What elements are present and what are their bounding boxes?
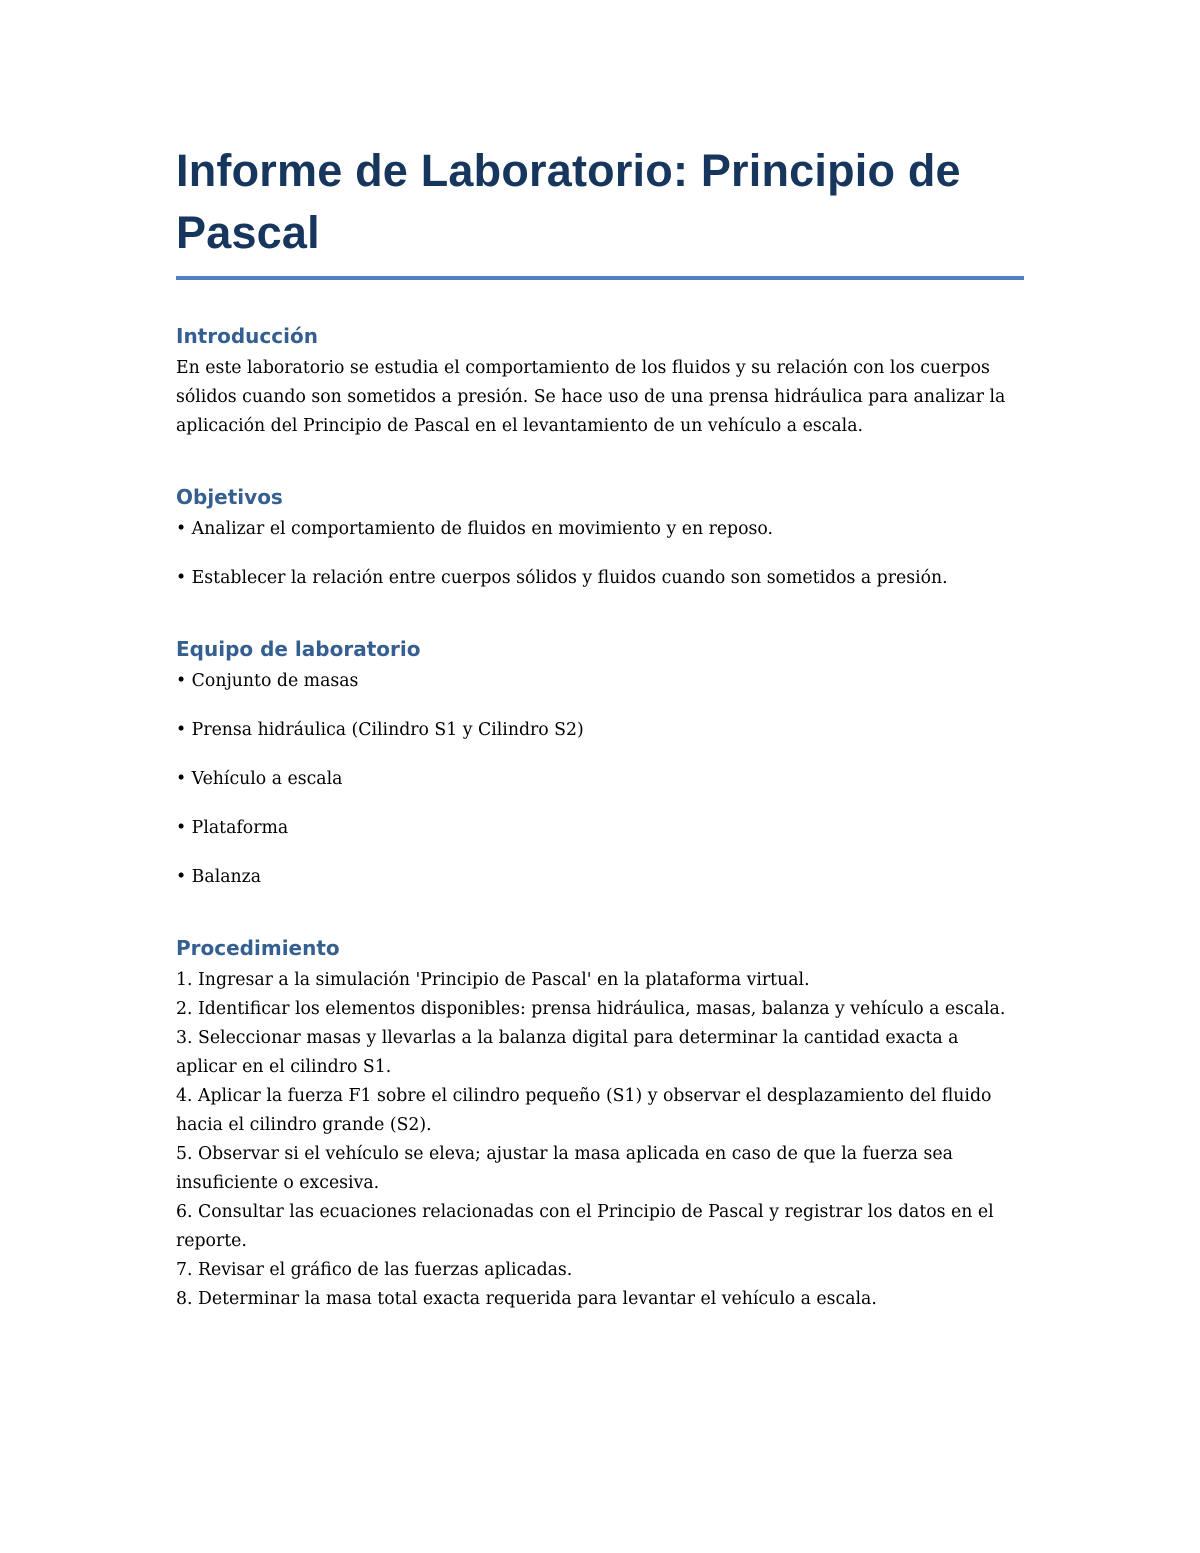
equipo-item: • Prensa hidráulica (Cilindro S1 y Cilindro S2) [176, 720, 584, 740]
section-procedimiento [176, 934, 1024, 1314]
procedimiento-step: 6. Consultar las ecuaciones relacionadas con el Principio de Pascal y registrar los datos en el reporte. [176, 1202, 994, 1251]
introduccion-text: En este laboratorio se estudia el comportamiento de los fluidos y su relación con los cuerpos sólidos cuando son sometidos a presión. Se hace uso de una prensa hidráulica para analizar la aplicación del Principio de Pascal en el levantamiento de un vehículo a escala. [176, 358, 1006, 436]
document-content [176, 140, 1024, 1314]
section-equipo [176, 635, 1024, 892]
heading-equipo: Equipo de laboratorio [176, 637, 421, 661]
procedimiento-step: 1. Ingresar a la simulación 'Principio de Pascal' en la plataforma virtual. [176, 970, 810, 990]
equipo-item: • Balanza [176, 867, 262, 887]
section-introduccion [176, 322, 1024, 441]
equipo-item: • Vehículo a escala [176, 769, 343, 789]
procedimiento-step: 2. Identificar los elementos disponibles: prensa hidráulica, masas, balanza y vehículo a escala. [176, 999, 1006, 1019]
objetivo-item: • Establecer la relación entre cuerpos sólidos y fluidos cuando son sometidos a presión. [176, 568, 948, 588]
document-title: Informe de Laboratorio: Principio de Pascal [176, 140, 1024, 280]
procedimiento-step: 8. Determinar la masa total exacta requerida para levantar el vehículo a escala. [176, 1289, 877, 1309]
section-objetivos [176, 483, 1024, 593]
heading-introduccion: Introducción [176, 324, 318, 348]
equipo-item: • Conjunto de masas [176, 671, 359, 691]
procedimiento-step: 3. Seleccionar masas y llevarlas a la balanza digital para determinar la cantidad exacta a aplicar en el cilindro S1. [176, 1028, 959, 1077]
heading-objetivos: Objetivos [176, 485, 283, 509]
procedimiento-step: 5. Observar si el vehículo se eleva; ajustar la masa aplicada en caso de que la fuerza sea insuficiente o excesiva. [176, 1144, 953, 1193]
procedimiento-step: 7. Revisar el gráfico de las fuerzas aplicadas. [176, 1260, 573, 1280]
procedimiento-step: 4. Aplicar la fuerza F1 sobre el cilindro pequeño (S1) y observar el desplazamiento del fluido hacia el cilindro grande (S2). [176, 1086, 992, 1135]
heading-procedimiento: Procedimiento [176, 936, 340, 960]
equipo-item: • Plataforma [176, 818, 289, 838]
objetivo-item: • Analizar el comportamiento de fluidos en movimiento y en reposo. [176, 519, 773, 539]
